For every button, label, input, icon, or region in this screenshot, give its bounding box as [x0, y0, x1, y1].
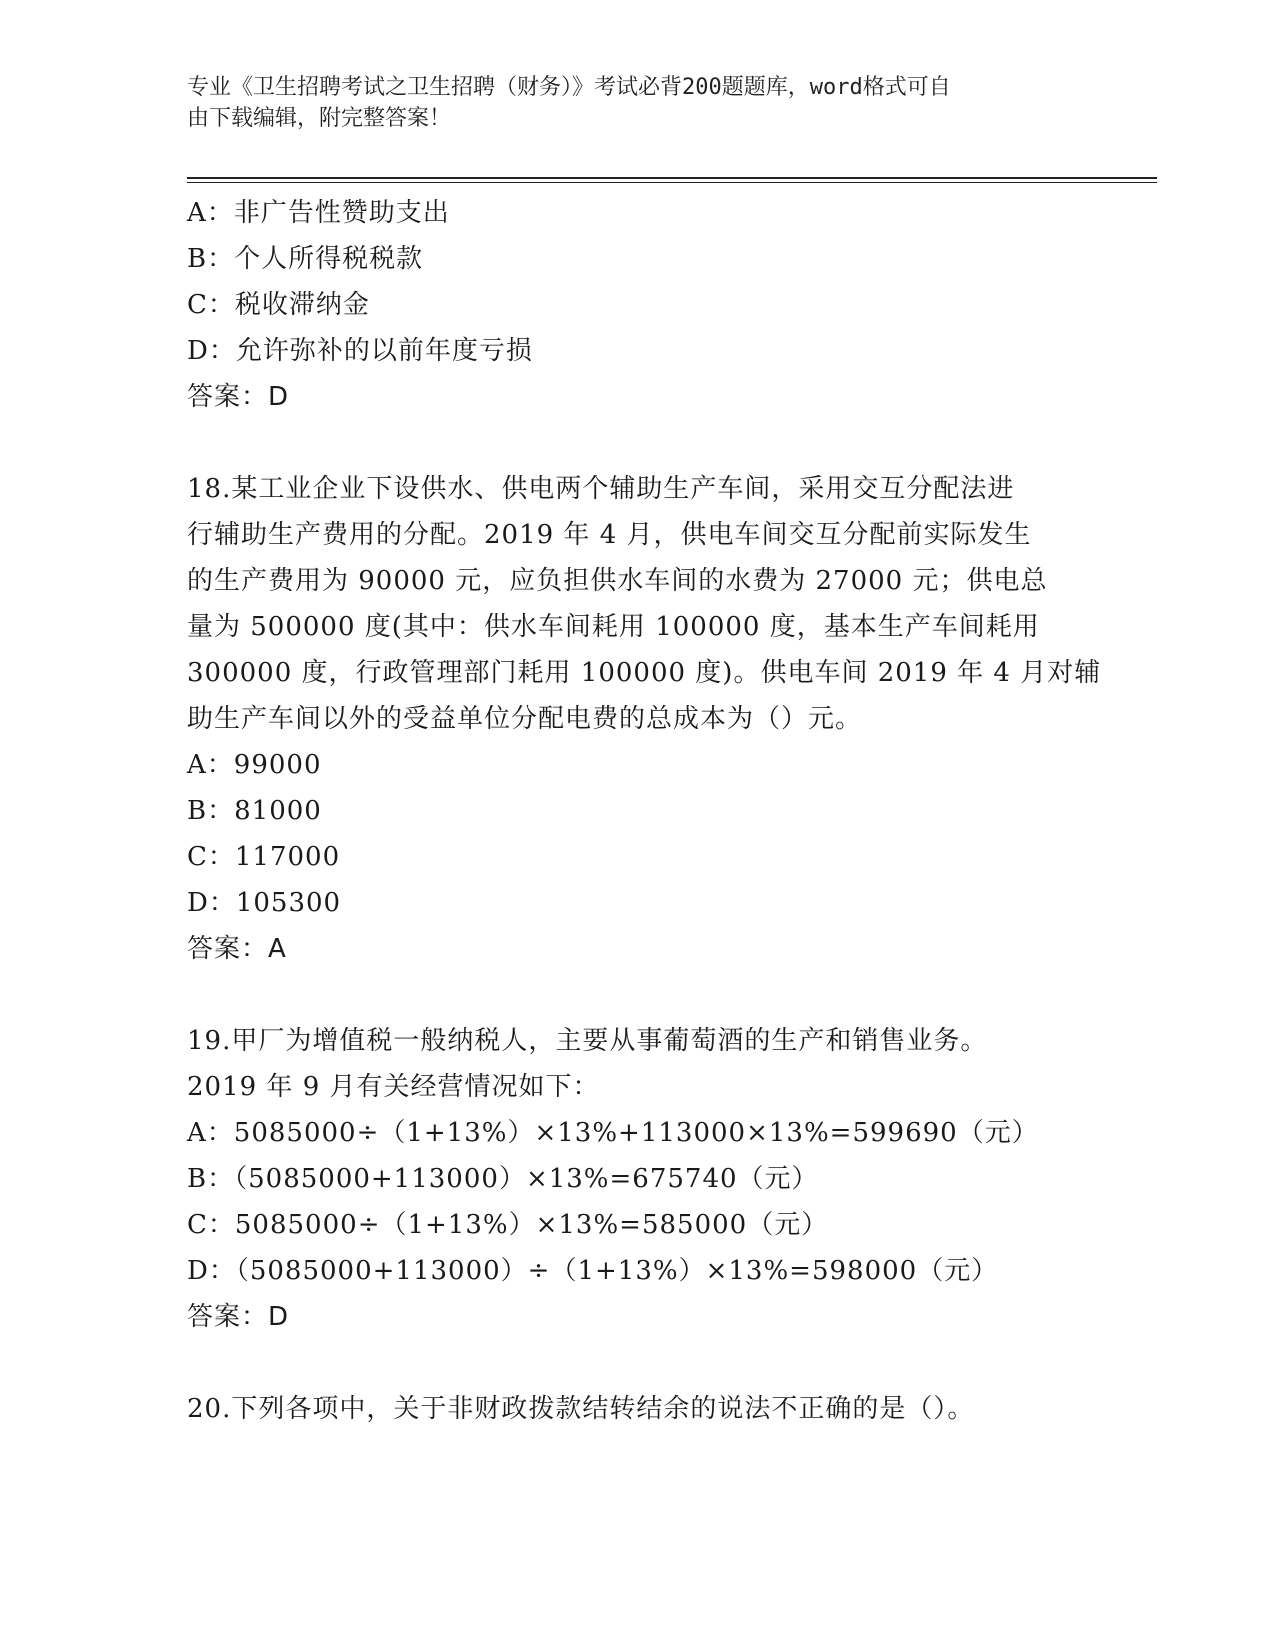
question-text-line: 的生产费用为 90000 元，应负担供水车间的水费为 27000 元；供电总 — [187, 566, 1048, 596]
question-20 — [187, 1386, 1087, 1432]
option-a: A：5085000÷（1+13%）×13%+113000×13%=599690（元） — [187, 1118, 1039, 1148]
option-d: D：105300 — [187, 888, 342, 918]
question-text-line: 19.甲厂为增值税一般纳税人，主要从事葡萄酒的生产和销售业务。 — [187, 1026, 988, 1056]
header-line-1: 专业《卫生招聘考试之卫生招聘（财务）》考试必背200题题库，word格式可自 — [187, 75, 951, 100]
answer: 答案：D — [187, 382, 290, 412]
question-text-line: 18.某工业企业下设供水、供电两个辅助生产车间，采用交互分配法进 — [187, 474, 1015, 504]
header-divider-thin — [187, 182, 1157, 183]
question-text-line: 20.下列各项中，关于非财政拨款结转结余的说法不正确的是（）。 — [187, 1394, 975, 1424]
question-text-line: 助生产车间以外的受益单位分配电费的总成本为（）元。 — [187, 704, 863, 734]
answer: 答案：D — [187, 1302, 290, 1332]
document-body — [187, 190, 1102, 1432]
answer: 答案：A — [187, 934, 287, 964]
option-c: C：5085000÷（1+13%）×13%=585000（元） — [187, 1210, 829, 1240]
question-text-line: 300000 度，行政管理部门耗用 100000 度)。供电车间 2019 年 4 月对辅 — [187, 658, 1102, 688]
option-c: C：117000 — [187, 842, 341, 872]
spacer — [187, 420, 1087, 466]
spacer — [187, 1340, 1087, 1386]
question-text-line: 量为 500000 度(其中：供水车间耗用 100000 度，基本生产车间耗用 — [187, 612, 1040, 642]
option-b: B：81000 — [187, 796, 322, 826]
header-line-2: 由下载编辑，附完整答案！ — [187, 106, 452, 131]
option-b: B：个人所得税税款 — [187, 244, 424, 274]
document-header — [187, 72, 1067, 134]
option-d: D：（5085000+113000）÷（1+13%）×13%=598000（元） — [187, 1256, 999, 1286]
option-d: D：允许弥补的以前年度亏损 — [187, 336, 533, 366]
option-b: B：（5085000+113000）×13%=675740（元） — [187, 1164, 819, 1194]
question-18 — [187, 466, 1102, 972]
option-a: A：99000 — [187, 750, 322, 780]
header-divider-thick — [187, 177, 1157, 179]
spacer — [187, 972, 1087, 1018]
question-text-line: 2019 年 9 月有关经营情况如下： — [187, 1072, 600, 1102]
option-c: C：税收滞纳金 — [187, 290, 370, 320]
question-text-line: 行辅助生产费用的分配。2019 年 4 月，供电车间交互分配前实际发生 — [187, 520, 1032, 550]
option-a: A：非广告性赞助支出 — [187, 198, 450, 228]
question-17 — [187, 190, 1087, 420]
question-19 — [187, 1018, 1087, 1340]
